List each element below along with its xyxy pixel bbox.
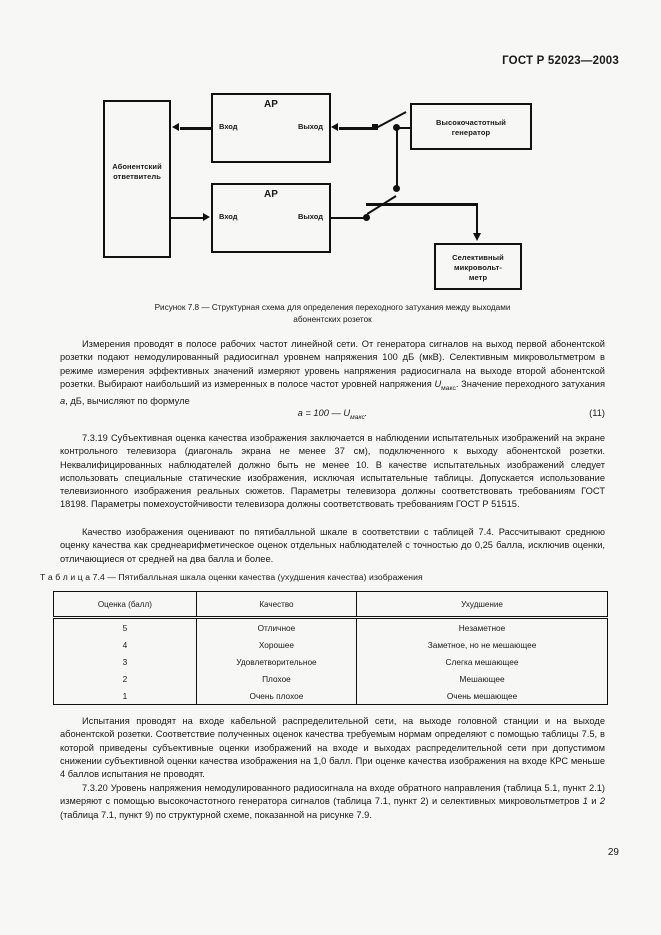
hf-generator-label-line2: генератор (451, 128, 491, 138)
cell-quality: Отличное (196, 618, 356, 637)
p7320-part-a: 7.3.20 Уровень напряжения немодулированного радиосигнала на входе обратного направления (таблица 5.1, пункт 2.1) измеряют с помощью высокочастотного генератора сигналов (таблица 7.1, пункт 2) и селективных микровольтметров (60, 783, 605, 807)
table-header-degradation: Ухудшение (357, 592, 608, 618)
ar-top-output-label: Выход (297, 122, 323, 131)
table-row (54, 687, 608, 705)
meter-label-line1: Селективный (452, 253, 504, 262)
table-row (54, 636, 608, 653)
cell-degradation: Заметное, но не мешающее (357, 636, 608, 653)
arrow-into-ar-bottom (203, 213, 210, 221)
cell-score: 4 (54, 636, 197, 653)
figure-caption-line1: Рисунок 7.8 — Структурная схема для определения переходного затухания между выходами (154, 303, 511, 312)
p7320-part-b: и (587, 796, 600, 807)
hf-generator-label-line1: Высокочастотный (435, 118, 506, 127)
ar-top-input-label: Вход (219, 122, 238, 131)
cell-score: 5 (54, 618, 197, 637)
paragraph-7-3-19 (60, 432, 605, 512)
paragraph-7-3-20-text (60, 782, 605, 822)
paragraph-7-3-19-text: 7.3.19 Субъективная оценка качества изображения заключается в наблюдении испытательных изображений на экране контрольного телевизора (диагональ экрана не менее 37 см), подключенного к выходу абонентской розетки. Неквалифицированных наблюдателей должно быть не менее 10. В качестве испытательных изображений следует использовать специальные статические изображения, исключая испытательные таблицы. Допускается использование телевизионного изображения реальных сюжетов. Параметры телевизора должны соответствовать требованиям ГОСТ 18198. Параметры помехоустойчивости телевизора должны соответствовать требованиям ГОСТ Р 51515. (60, 433, 605, 510)
paragraph-tests-text: Испытания проводят на входе кабельной распределительной сети, на выходе головной станции и на выходе абонентской розетки. Соответствие полученных оценок качества требуемым нормам определяют с помощью таблицы 7.5, в которой приведены субъективные оценки изображений на входе и выходах распределительной сети при допустимом снижении субъективной оценки качества изображения на 1,0 балл. При оценке качества изображения на входе КРС меньше 4 баллов испытания не проводят. (60, 716, 605, 780)
table-header-quality: Качество (196, 592, 356, 618)
table-header-score: Оценка (балл) (54, 592, 197, 618)
paragraph-tests (60, 715, 605, 781)
p7320-part-c: (таблица 7.1, пункт 9) по структурной схеме, показанной на рисунке 7.9. (60, 809, 372, 820)
wire-ar-top-output (339, 127, 375, 130)
paragraph-measurement (60, 338, 605, 408)
meter-label-line3: метр (468, 273, 488, 283)
cell-degradation: Незаметное (357, 618, 608, 637)
formula-number: (11) (589, 408, 605, 418)
paragraph-quality-scale-text: Качество изображения оценивают по пятибалльной шкале в соответствии с таблицей 7.4. Рассчитывают среднюю оценку качества как среднеарифметическое оценок отдельных наблюдателей с точностью до 0,25 балла, исключив оценки, отличающиеся от средней на два балла и более. (60, 527, 605, 564)
wire-ar-bottom-output (331, 217, 367, 219)
wire-to-meter-horizontal (366, 203, 478, 206)
formula-row-11 (60, 408, 605, 421)
wire-ar-top-to-coupler (180, 127, 212, 130)
coupler-label-line2: ответвитель (113, 172, 161, 182)
cell-degradation: Мешающее (357, 670, 608, 687)
selective-microvoltmeter-box (434, 243, 522, 290)
table-7-4-caption: Т а б л и ц а 7.4 — Пятибалльная шкала оценки качества (ухудшения качества) изображения (40, 572, 423, 582)
cell-degradation: Очень мешающее (357, 687, 608, 705)
coupler-label-line1: Абонентский (112, 162, 162, 171)
cell-quality: Очень плохое (196, 687, 356, 705)
wire-coupler-to-ar-bottom (171, 217, 205, 219)
arrow-into-meter (473, 233, 481, 241)
wire-to-meter-vertical (476, 203, 478, 235)
paragraph-quality-scale (60, 526, 605, 566)
arrow-into-coupler-top (172, 123, 179, 131)
paragraph-7-3-20 (60, 782, 605, 822)
coupler-label (105, 162, 169, 182)
table-body (54, 618, 608, 705)
ar-bottom-title: АР (264, 189, 278, 200)
cell-quality: Удовлетворительное (196, 653, 356, 670)
figure-caption (60, 302, 605, 326)
table-header-row (54, 592, 608, 618)
ar-top-title: АР (264, 99, 278, 110)
ar-bottom-output-label: Выход (297, 212, 323, 221)
page-number: 29 (607, 847, 619, 858)
meter-label-line2: микровольт- (454, 263, 502, 273)
cell-score: 3 (54, 653, 197, 670)
cell-score: 2 (54, 670, 197, 687)
ar-bottom-box (211, 183, 331, 253)
hf-generator-label (412, 118, 530, 138)
paragraph-measurement-text: Измерения проводят в полосе рабочих частот линейной сети. От генератора сигналов на выход первой абонентской розетки подают немодулированный радиосигнал уровнем напряжения 100 дБ (мкВ). Селективным микровольтметром в режиме измерения эффективных значений измеряют уровень напряжения радиосигнала на выходе второй абонентской розетки. Выбирают наибольший из измеренных в полосе частот уровней напряжения $U_{макс}$. Значение переходного затухания a, дБ, вычисляют по формуле (60, 339, 605, 407)
cell-quality: Хорошее (196, 636, 356, 653)
arrow-into-ar-top-output (331, 123, 338, 131)
cell-score: 1 (54, 687, 197, 705)
figure-7-8-diagram (0, 85, 661, 285)
node-switch-lower (393, 185, 400, 192)
table-row (54, 618, 608, 637)
table-7-4 (53, 591, 608, 705)
hf-generator-box (410, 103, 532, 150)
subscriber-coupler-box (103, 100, 171, 258)
selective-microvoltmeter-label (436, 253, 520, 283)
figure-caption-line2: абонентских розеток (293, 314, 372, 324)
ar-top-box (211, 93, 331, 163)
ar-bottom-input-label: Вход (219, 212, 238, 221)
p7320-ref-2: 2 (599, 796, 605, 807)
table-row (54, 653, 608, 670)
wire-generator-down (396, 127, 398, 189)
table-row (54, 670, 608, 687)
standard-header: ГОСТ Р 52023—2003 (502, 55, 619, 67)
node-ar-bottom-right (363, 214, 370, 221)
p7320-ref-1: 1 (582, 796, 588, 807)
cell-degradation: Слегка мешающее (357, 653, 608, 670)
cell-quality: Плохое (196, 670, 356, 687)
formula-expression: a = 100 — $U_{макс}$. (297, 408, 368, 421)
